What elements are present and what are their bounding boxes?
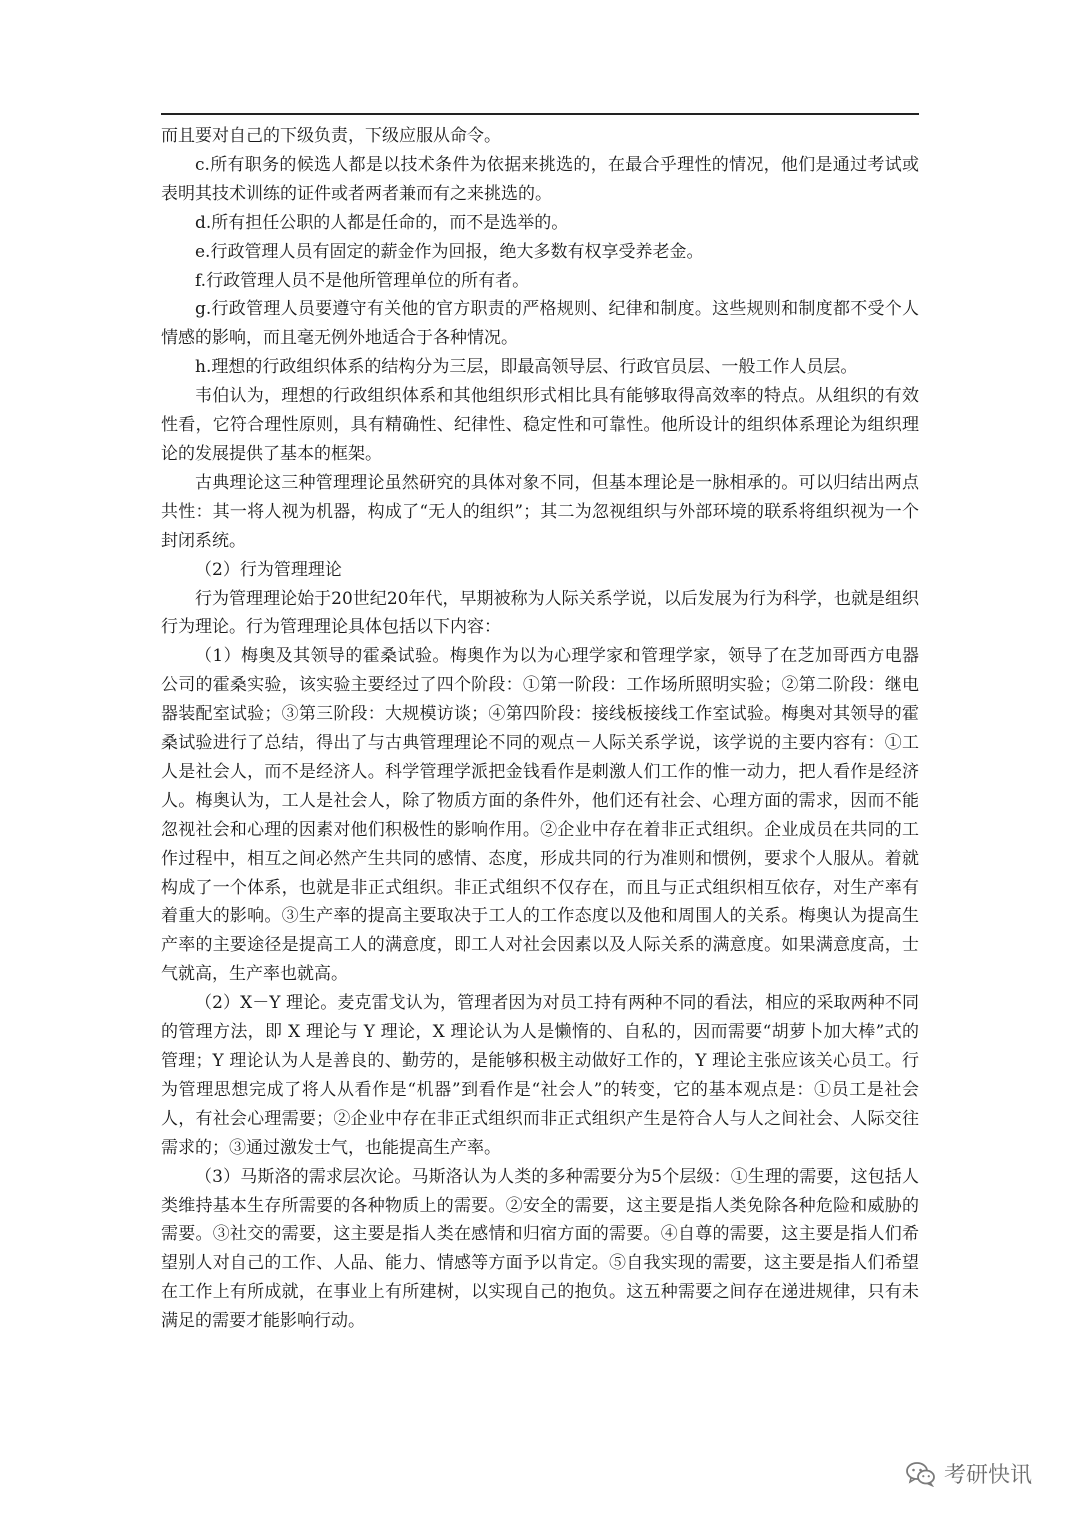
paragraph: （1）梅奥及其领导的霍桑试验。梅奥作为以为心理学家和管理学家，领导了在芝加哥西方电器公司的霍桑实验，该实验主要经过了四个阶段：①第一阶段：工作场所照明实验；②第二阶段：继电器装配室试验；③第三阶段：大规模访谈；④第四阶段：接线板接线工作室试验。梅奥对其领导的霍桑试验进行了总结，得出了与古典管理理论不同的观点－人际关系学说，该学说的主要内容有：①工人是社会人，而不是经济人。科学管理学派把金钱看作是刺激人们工作的惟一动力，把人看作是经济人。梅奥认为，工人是社会人，除了物质方面的条件外，他们还有社会、心理方面的需求，因而不能忽视社会和心理的因素对他们积极性的影响作用。②企业中存在着非正式组织。企业成员在共同的工作过程中，相互之间必然产生共同的感情、态度，形成共同的行为准则和惯例，要求个人服从。着就构成了一个体系，也就是非正式组织。非正式组织不仅存在，而且与正式组织相互依存，对生产率有着重大的影响。③生产率的提高主要取决于工人的工作态度以及他和周围人的关系。梅奥认为提高生产率的主要途径是提高工人的满意度，即工人对社会因素以及人际关系的满意度。如果满意度高，士气就高，生产率也就高。 — [161, 646, 919, 985]
paragraph: c.所有职务的候选人都是以技术条件为依据来挑选的，在最合乎理性的情况，他们是通过考试或表明其技术训练的证件或者两者兼而有之来挑选的。 — [161, 154, 919, 204]
section-heading: （2）行为管理理论 — [195, 559, 342, 580]
paragraph: （2）X－Y 理论。麦克雷戈认为，管理者因为对员工持有两种不同的看法，相应的采取两种不同的管理方法，即 X 理论与 Y 理论，X 理论认为人是懒惰的、自私的，因而需要“胡萝卜加大棒”式的管理；Y 理论认为人是善良的、勤劳的，是能够积极主动做好工作的，Y 理论主张应该关心员工。行为管理思想完成了将人从看作是“机器”到看作是“社会人”的转变，它的基本观点是：①员工是社会人，有社会心理需要；②企业中存在非正式组织而非正式组织产生是符合人与人之间社会、人际交往需求的；③通过激发士气，也能提高生产率。 — [161, 993, 919, 1158]
paragraph: h.理想的行政组织体系的结构分为三层，即最高领导层、行政官员层、一般工作人员层。 — [195, 357, 858, 378]
paragraph: 韦伯认为，理想的行政组织体系和其他组织形式相比具有能够取得高效率的特点。从组织的有效性看，它符合理性原则，具有精确性、纪律性、稳定性和可靠性。他所设计的组织体系理论为组织理论的发展提供了基本的框架。 — [161, 386, 919, 464]
document-body — [161, 122, 919, 1336]
paragraph: e.行政管理人员有固定的薪金作为回报，绝大多数有权享受养老金。 — [195, 241, 704, 262]
paragraph: 而且要对自己的下级负责，下级应服从命令。 — [161, 126, 501, 146]
paragraph: d.所有担任公职的人都是任命的，而不是选举的。 — [195, 212, 569, 233]
watermark-text: 考研快讯 — [944, 1463, 1033, 1488]
wechat-icon — [906, 1461, 936, 1487]
watermark — [906, 1458, 1032, 1489]
header-rule — [161, 113, 919, 115]
paragraph: g.行政管理人员要遵守有关他的官方职责的严格规则、纪律和制度。这些规则和制度都不受个人情感的影响，而且毫无例外地适合于各种情况。 — [161, 299, 919, 349]
paragraph: f.行政管理人员不是他所管理单位的所有者。 — [195, 270, 530, 291]
paragraph: 古典理论这三种管理理论虽然研究的具体对象不同，但基本理论是一脉相承的。可以归结出两点共性：其一将人视为机器，构成了“无人的组织”；其二为忽视组织与外部环境的联系将组织视为一个封闭系统。 — [161, 472, 919, 551]
paragraph: 行为管理理论始于20世纪20年代，早期被称为人际关系学说，以后发展为行为科学，也就是组织行为理论。行为管理理论具体包括以下内容： — [161, 588, 919, 638]
paragraph: （3）马斯洛的需求层次论。马斯洛认为人类的多种需要分为5个层级：①生理的需要，这包括人类维持基本生存所需要的各种物质上的需要。②安全的需要，这主要是指人类免除各种危险和威胁的需要。③社交的需要，这主要是指人类在感情和归宿方面的需要。④自尊的需要，这主要是指人们希望别人对自己的工作、人品、能力、情感等方面予以肯定。⑤自我实现的需要，这主要是指人们希望在工作上有所成就，在事业上有所建树，以实现自己的抱负。这五种需要之间存在递进规律，只有未满足的需要才能影响行动。 — [161, 1166, 919, 1332]
